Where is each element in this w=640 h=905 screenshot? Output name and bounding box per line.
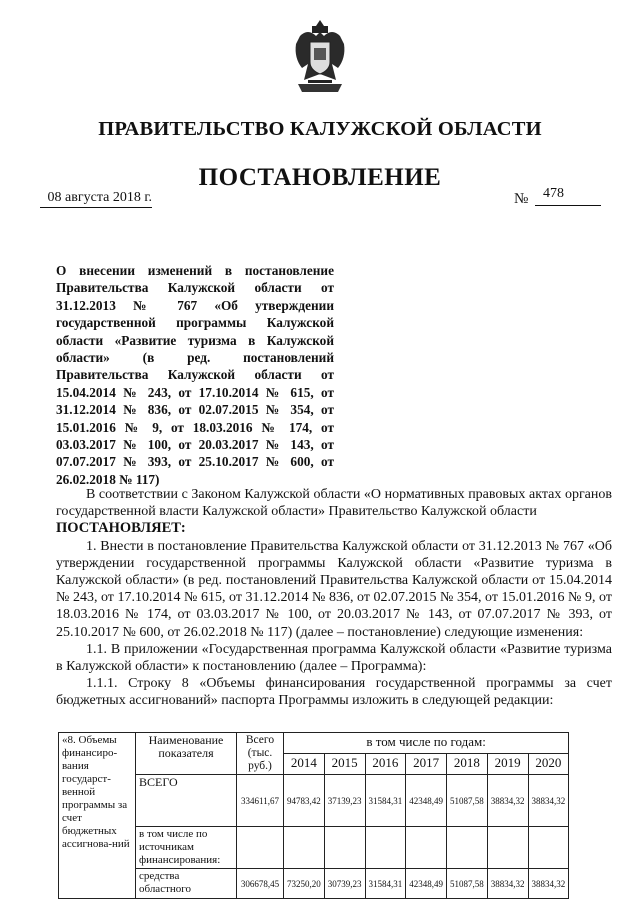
financing-table bbox=[58, 732, 569, 899]
row-value bbox=[365, 827, 406, 869]
row-total bbox=[237, 827, 284, 869]
year-header: 2015 bbox=[324, 754, 365, 775]
document-subject bbox=[56, 262, 334, 488]
row-label-cell: «8. Объемы финансиро-вания государст-венной программы за счет бюджетных ассигнова-ний bbox=[59, 733, 136, 899]
row-value bbox=[528, 827, 569, 869]
col-name-header: Наименование показателя bbox=[136, 733, 237, 775]
row-value bbox=[487, 827, 528, 869]
row-total: 334611,67 bbox=[237, 775, 284, 827]
col-total-header: Всего (тыс. руб.) bbox=[237, 733, 284, 775]
table-row bbox=[59, 827, 569, 869]
row-total: 306678,45 bbox=[237, 869, 284, 899]
coat-of-arms-icon bbox=[290, 18, 350, 96]
government-title: ПРАВИТЕЛЬСТВО КАЛУЖСКОЙ ОБЛАСТИ bbox=[98, 118, 542, 140]
subject-text: О внесении изменений в постановление Правительства Калужской области от 31.12.2013 № 767 «Об утверждении государственной программы Калужской области «Развитие туризма в Калужской области» (в ред. постановлений Правительства Калужской области от 15.04.2014 № 243, от 17.10.2014 № 615, от 31.12.2014 № 836, от 02.07.2015 № 354, от 15.01.2016 № 9, от 18.03.2016 № 174, от 03.03.2017 № 100, от 20.03.2017 № 143, от 07.07.2017 № 393, от 25.10.2017 № 600, от 26.02.2018 № 117) bbox=[56, 263, 334, 487]
row-value: 30739,23 bbox=[324, 869, 365, 899]
row-value: 38834,32 bbox=[487, 869, 528, 899]
row-value: 31584,31 bbox=[365, 869, 406, 899]
document-date: 08 августа 2018 г. bbox=[40, 190, 152, 208]
paragraph-1: 1. Внести в постановление Правительства Калужской области от 31.12.2013 № 767 «Об утверждении государственной программы Калужской области «Развитие туризма в Калужской области» (в ред. постановлений Правительства Калужской области от 15.04.2014 № 243, от 17.10.2014 № 615, от 31.12.2014 № 836, от 02.07.2015 № 354, от 15.01.2016 № 9, от 18.03.2016 № 174, от 03.03.2017 № 100, от 20.03.2017 № 143, от 07.07.2017 № 393, от 25.10.2017 № 600, от 26.02.2018 № 117) (далее – постановление) следующие изменения: bbox=[56, 538, 612, 640]
year-header: 2019 bbox=[487, 754, 528, 775]
row-value: 51087,58 bbox=[447, 869, 488, 899]
intro-paragraph: В соответствии с Законом Калужской области «О нормативных правовых актах органов государственной власти Калужской области» Правительство Калужской области bbox=[56, 487, 612, 520]
row-value bbox=[284, 827, 325, 869]
year-header: 2020 bbox=[528, 754, 569, 775]
row-value: 42348,49 bbox=[406, 775, 447, 827]
row-value: 51087,58 bbox=[447, 775, 488, 827]
row-value: 37139,23 bbox=[324, 775, 365, 827]
row-value bbox=[447, 827, 488, 869]
years-header: в том числе по годам: bbox=[284, 733, 569, 754]
row-name: средства областного bbox=[136, 869, 237, 899]
row-name: в том числе по источникам финансирования: bbox=[136, 827, 237, 869]
row-value: 73250,20 bbox=[284, 869, 325, 899]
row-value: 38834,32 bbox=[528, 869, 569, 899]
paragraph-1-1-1: 1.1.1. Строку 8 «Объемы финансирования государственной программы за счет бюджетных ассигнований» паспорта Программы изложить в следующей редакции: bbox=[56, 676, 612, 709]
row-value bbox=[324, 827, 365, 869]
decree-word: ПОСТАНОВЛЯЕТ: bbox=[56, 520, 186, 537]
row-value: 38834,32 bbox=[528, 775, 569, 827]
table-row bbox=[59, 869, 569, 899]
year-header: 2014 bbox=[284, 754, 325, 775]
table-row bbox=[59, 775, 569, 827]
row-name: ВСЕГО bbox=[136, 775, 237, 827]
row-value: 94783,42 bbox=[284, 775, 325, 827]
document-body bbox=[56, 486, 612, 710]
year-header: 2017 bbox=[406, 754, 447, 775]
row-value: 31584,31 bbox=[365, 775, 406, 827]
row-value: 38834,32 bbox=[487, 775, 528, 827]
document-number: 478 bbox=[535, 186, 601, 206]
paragraph-1-1: 1.1. В приложении «Государственная программа Калужской области «Развитие туризма в Калужской области» к постановлению (далее – Программа): bbox=[56, 641, 612, 675]
year-header: 2018 bbox=[447, 754, 488, 775]
year-header: 2016 bbox=[365, 754, 406, 775]
document-type-title: ПОСТАНОВЛЕНИЕ bbox=[198, 164, 442, 191]
row-value: 42348,49 bbox=[406, 869, 447, 899]
number-sign: № bbox=[514, 191, 529, 207]
row-value bbox=[406, 827, 447, 869]
